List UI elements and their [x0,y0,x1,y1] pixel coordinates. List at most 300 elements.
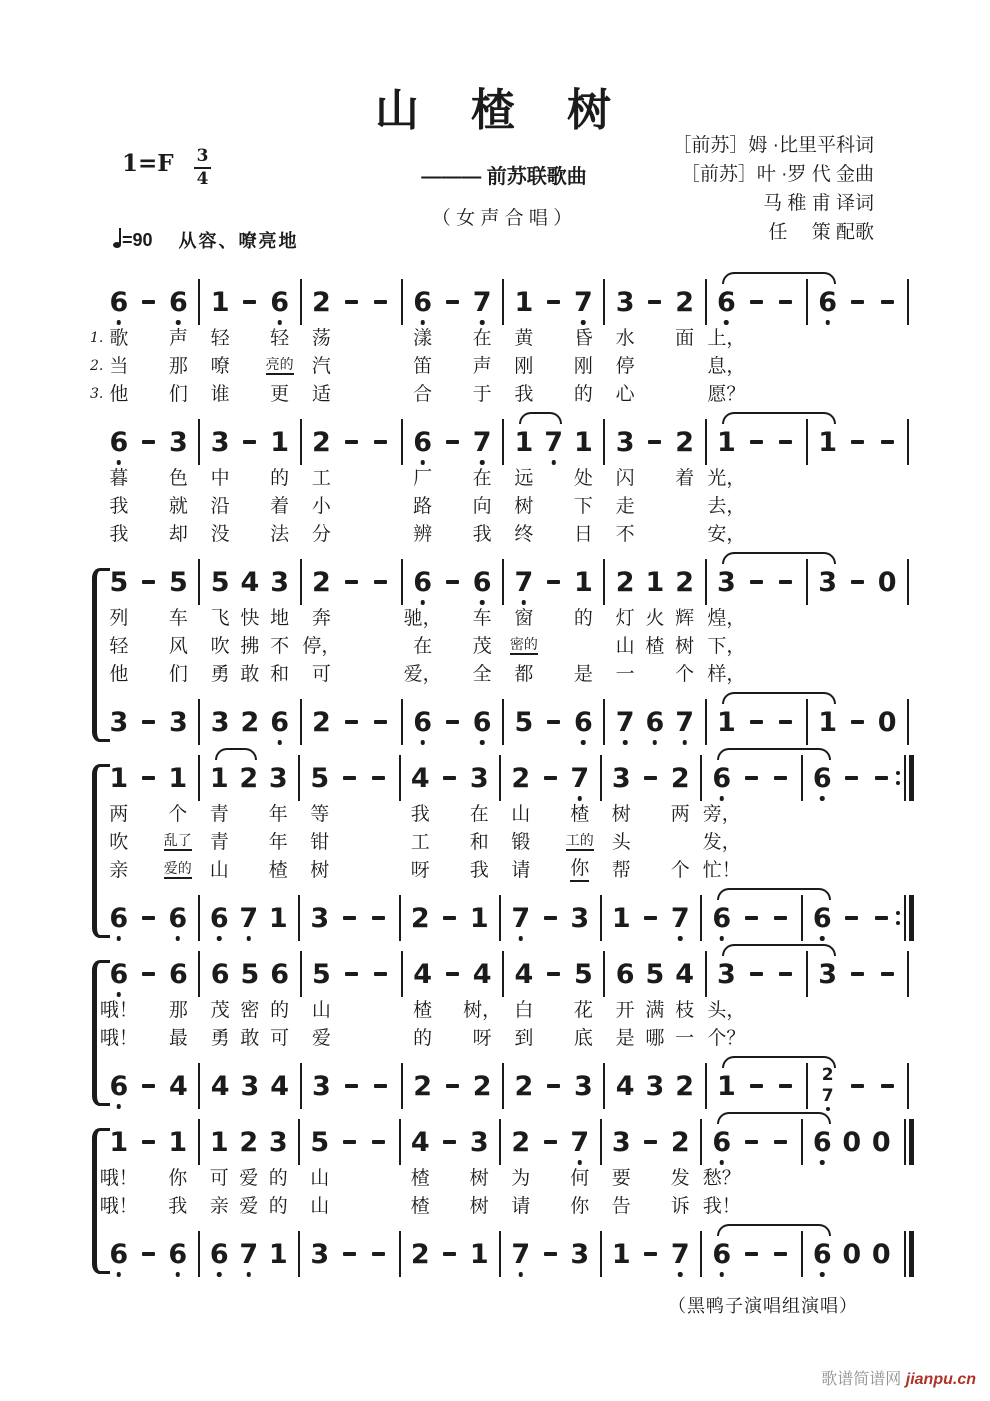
lyric-syllable: 拂 [240,635,260,657]
beat-cell [813,706,843,738]
repeat-dots [896,771,900,785]
duration-dash [745,1140,758,1144]
lyric-cell [467,385,497,404]
octave-dot [719,1272,724,1277]
beat-cell [509,566,539,598]
lyric-cell [610,665,640,684]
bar-cell [598,279,610,325]
beat-cell [867,916,897,920]
lyric-syllable: 何 [570,1167,590,1189]
lyric-cell [205,357,235,376]
beat-cell [872,706,902,738]
lyric-cell [164,1001,194,1020]
lyric-syllable: 我 [514,383,534,405]
note-low-octave: 7 [511,1241,530,1268]
duration-dash [547,972,560,976]
note: 3 [818,958,838,990]
lyric-syllable: 工的 [566,833,594,851]
lyric-cell [509,637,539,655]
lyric-syllable: 在 [472,467,492,489]
lyric-syllable: 荡 [311,327,331,349]
note: 2 [239,1126,259,1158]
barline [801,1119,803,1165]
beat-cell [134,580,164,584]
note: 1 [573,566,593,598]
lyric-syllable: 愁？ [702,1167,741,1189]
bar-cell [295,279,307,325]
lyric-cell [205,833,235,852]
lyric-cell [163,805,193,824]
lyric-cell [569,497,599,516]
lyric-cell [265,329,295,348]
beat-cell [737,776,767,780]
lyric-cell [707,607,746,629]
barline [198,279,200,325]
credit-lyricist: ［前苏］姆 ·比里平科词 [672,135,874,156]
lyric-syllable: 走 [615,495,635,517]
beat-cell [666,762,696,794]
duration-dash [446,720,459,724]
beat-cell [104,1070,134,1102]
beat-cell [235,440,265,444]
lyric-syllable: 爱 [311,1027,331,1049]
beat-cell [813,426,843,458]
lyric-syllable: 昏 [573,327,593,349]
barline [198,895,200,941]
bar-cell [700,279,712,325]
note-low-octave: 6 [270,289,289,316]
beat-cell [707,902,737,934]
lyric-syllable: 勇 [210,1027,230,1049]
beat-cell [813,286,843,318]
beat-cell [134,440,164,444]
barline [806,1063,808,1109]
note: 3 [240,1070,260,1102]
barline [300,1063,302,1109]
lyric-cell [509,329,539,348]
beat-cell [808,902,838,934]
beat-cell [467,566,497,598]
beat-cell [509,958,539,990]
duration-dash [374,1084,387,1088]
lyric-syllable: 请 [511,1195,531,1217]
beat-cell [438,300,468,304]
note-low-octave: 6 [813,905,832,932]
lyric-syllable: 爱 [239,1195,259,1217]
tie-arc [722,944,836,956]
bar-cell [497,559,509,605]
lyric-syllable: 就 [168,495,188,517]
bar-cell [598,1063,610,1109]
duration-dash [343,916,356,920]
beat-cell [741,580,771,584]
lyric-syllable: 亲 [209,1195,229,1217]
beat-cell [867,776,897,780]
beat-cell [565,902,595,934]
beat-cell [640,958,670,990]
beat-cell [364,916,394,920]
beat-cell [536,916,566,920]
bar-cell [801,419,813,465]
lyric-syllable: 哦！ [99,1167,138,1189]
note: 5 [311,958,331,990]
lyric-syllable: 驰， [403,607,442,629]
lyric-cell [610,525,640,544]
beat-cell [408,426,438,458]
beat-cell [265,1070,295,1102]
beat-cell [766,1140,796,1144]
lyric-cell [307,1001,337,1020]
lyric-cell [264,833,294,852]
note: 2 [511,1126,531,1158]
lyric-cell [307,497,337,516]
barline [502,1063,504,1109]
note-low-octave: 6 [109,961,128,988]
beat-cell [408,958,438,990]
beat-cell [536,1252,566,1256]
note: 2 [514,1070,534,1102]
notes-row-voice1 [78,560,914,604]
notes-row-voice2 [78,896,914,940]
octave-dot [246,936,251,941]
lyric-cell [610,357,640,376]
beat-cell [438,1084,468,1088]
beat-cell [408,1070,438,1102]
lyric-cell [610,1001,640,1020]
note-low-octave: 6 [168,1241,187,1268]
lyric-syllable: 息， [707,355,746,377]
duration-dash [845,776,858,780]
beat-cell [539,1084,569,1088]
beat-cell [640,440,670,444]
duration-dash [446,1084,459,1088]
bar-cell [902,1063,914,1109]
lyric-syllable: 笛 [413,355,433,377]
bar-cell [193,1063,205,1109]
lyric-syllable: 爱 [239,1167,259,1189]
duration-dash [779,580,792,584]
duration-dash [644,1140,657,1144]
lyric-syllable: 树 [514,495,534,517]
note: 3 [570,1238,590,1270]
bar-cell [295,559,307,605]
note: 1 [209,1126,229,1158]
bar-cell [598,559,610,605]
bar-cell [598,699,610,745]
barline-thin [904,1119,906,1165]
lyric-cell [565,859,595,882]
duration-dash [851,972,864,976]
lyric-syllable: 我 [168,1195,188,1217]
duration-dash [374,720,387,724]
note-low-octave: 7 [570,1129,589,1156]
duration-dash [443,1252,456,1256]
beat-cell [104,566,134,598]
bar-cell [193,699,205,745]
note-low-octave: 6 [717,289,736,316]
beat-cell [636,1140,666,1144]
lyric-syllable: 山 [615,635,635,657]
barline [705,279,707,325]
barline-thick [909,895,914,941]
bar-cell [193,951,205,997]
lyric-cell [205,609,235,628]
barline [499,755,501,801]
lyric-cell [305,1197,335,1216]
tie-arc [722,692,836,704]
barline [399,895,401,941]
beat-cell [666,1238,696,1270]
lyric-syllable: 两 [109,803,129,825]
lyric-cell [302,635,341,657]
duration-dash [750,1084,763,1088]
duration-dash [142,916,155,920]
credit-arranger: 任 策 配歌 [768,222,874,243]
beat-cell [467,958,497,990]
note: 1 [168,1126,188,1158]
lyric-cell [305,1169,335,1188]
beat-cell [134,1084,164,1088]
beat-cell [569,958,599,990]
lyric-cell [467,525,497,544]
duration-dash [544,776,557,780]
note-low-octave: 6 [210,1241,229,1268]
lyric-syllable: 他 [109,383,129,405]
lyric-cell [265,609,295,628]
beat-cell [872,972,902,976]
lyric-syllable: 们 [168,383,188,405]
beat-cell [712,958,742,990]
duration-dash [750,972,763,976]
beat-cell [205,902,235,934]
beat-cell [264,1126,294,1158]
lyric-row [78,520,914,548]
watermark-url-link[interactable]: jianpu.cn [905,1371,976,1388]
beat-cell [813,958,843,990]
note: 3 [615,286,635,318]
lyric-cell [467,665,497,684]
barline [600,755,602,801]
lyric-syllable: 你 [570,1195,590,1217]
note: 3 [310,1238,330,1270]
lyric-syllable: 可 [270,1027,290,1049]
barline [705,699,707,745]
duration-dash [544,1252,557,1256]
expression-text: 从容、嘹亮地 [178,231,299,251]
note: 2 [413,1070,433,1102]
bar-cell [700,699,712,745]
beat-cell [305,902,335,934]
lyric-cell [569,609,599,628]
beat-cell [837,776,867,780]
octave-dot [277,740,282,745]
notes-row-voice2 [78,700,914,744]
lyric-cell [307,1029,337,1048]
beat-cell [205,1070,235,1102]
lyric-cell [702,1167,741,1189]
lyric-cell [163,861,193,879]
lyric-syllable: 树 [675,635,695,657]
lyric-cell [307,385,337,404]
note: 0 [871,1126,891,1158]
note-low-octave: 7 [671,905,690,932]
lyric-syllable: 快 [240,607,260,629]
lyric-syllable: 楂 [570,803,590,825]
lyric-cell [104,525,134,544]
lyric-cell [467,357,497,376]
duration-dash [547,720,560,724]
lyric-syllable: 等 [310,803,330,825]
note: 1 [109,1126,129,1158]
lyric-cell [506,1169,536,1188]
lyric-syllable: 树， [463,999,502,1021]
lyric-syllable: 们 [168,663,188,685]
lyric-syllable: 山 [511,803,531,825]
duration-dash [345,1084,358,1088]
beat-cell [366,1084,396,1088]
lyric-cell [463,999,502,1021]
bar-cell [293,1119,305,1165]
lyric-cell [265,497,295,516]
lyric-cell [264,1197,294,1216]
note-low-octave: 7 [671,1241,690,1268]
lyric-syllable: 的 [573,383,593,405]
beat-cell [164,958,194,990]
note: 2 [675,566,695,598]
lyric-row [78,828,914,856]
music-system-3 [78,560,914,744]
bar-cell [902,699,914,745]
lyric-cell [264,805,294,824]
beat-cell [364,776,394,780]
beat-cell [406,762,436,794]
beat-cell [205,762,235,794]
lyric-cell [565,1169,595,1188]
bar-cell [193,895,205,941]
bar-cell [497,279,509,325]
beat-cell [307,958,337,990]
beat-cell [813,566,843,598]
bar-cell [396,1063,408,1109]
lyric-syllable: 要 [611,1167,631,1189]
lyric-cell [205,329,235,348]
beat-cell [234,1238,264,1270]
lyric-cell [408,385,438,404]
song-subtitle: ——— 前苏联歌曲 [421,166,587,188]
beat-cell [539,426,569,458]
lyric-syllable: 两 [670,803,690,825]
lyric-row [78,800,914,828]
beat-cell [636,776,666,780]
lyric-syllable: 个？ [707,1027,746,1049]
bar-cell [902,279,914,325]
beat-cell [707,762,737,794]
duration-dash [343,1252,356,1256]
note: 3 [210,426,230,458]
lyric-syllable: 刚 [573,355,593,377]
tie-arc [519,412,562,424]
lyric-syllable: 楂 [410,1167,430,1189]
lyric-cell [403,607,442,629]
lyric-syllable: 飞 [210,607,230,629]
tie-arc [722,272,836,284]
lyric-syllable: 满 [645,999,665,1021]
lyric-syllable: 那 [168,355,188,377]
octave-dot [420,740,425,745]
bar-cell [293,895,305,941]
lyric-syllable: 远 [514,467,534,489]
beat-cell [569,706,599,738]
lyric-syllable: 刚 [514,355,534,377]
duration-dash [644,916,657,920]
lyric-syllable: 开 [615,999,635,1021]
lyric-cell [164,357,194,376]
lyric-syllable: 楂 [410,1195,430,1217]
beat-cell [872,1084,902,1088]
lyric-syllable: 最 [168,1027,188,1049]
lyric-cell [610,637,640,656]
note-low-octave: 6 [413,289,432,316]
lyric-syllable: 中 [210,467,230,489]
beat-cell [737,916,767,920]
lyric-syllable: 那 [168,999,188,1021]
lyric-syllable: 树 [469,1167,489,1189]
beat-cell [467,426,497,458]
note-chord [822,1067,834,1105]
note-low-octave: 6 [413,569,432,596]
barline [499,1119,501,1165]
lyric-cell [670,1001,700,1020]
beat-cell [406,1126,436,1158]
barline [600,1231,602,1277]
barline-thin [904,755,906,801]
beat-cell [741,720,771,724]
bar-cell [796,895,808,941]
beat-cell [467,706,497,738]
duration-dash [446,580,459,584]
duration-dash [875,916,888,920]
octave-dot [653,740,658,745]
beat-cell [435,1252,465,1256]
note: 1 [168,762,188,794]
beat-cell [536,776,566,780]
note: 2 [311,426,331,458]
octave-dot [719,936,724,941]
note: 4 [168,1070,188,1102]
lyric-syllable: 吹 [210,635,230,657]
beat-cell [569,426,599,458]
note: 2 [511,762,531,794]
lyric-syllable: 你 [168,1167,188,1189]
time-signature-numerator: 3 [194,148,212,169]
duration-dash [644,776,657,780]
beat-cell [438,972,468,976]
barline [806,951,808,997]
barline [401,699,403,745]
lyric-cell [406,861,436,880]
note: 3 [210,706,230,738]
lyric-syllable: 你 [570,859,589,882]
lyric-syllable: 为 [511,1167,531,1189]
lyric-cell [702,1195,741,1217]
octave-dot [820,1272,825,1277]
credit-composer: ［前苏］叶 ·罗 代 金曲 [680,164,874,185]
lyric-cell [408,1029,438,1048]
music-system-6 [78,1120,914,1276]
lyric-cell [467,329,497,348]
lyric-cell [164,637,194,656]
duration-dash [648,300,661,304]
